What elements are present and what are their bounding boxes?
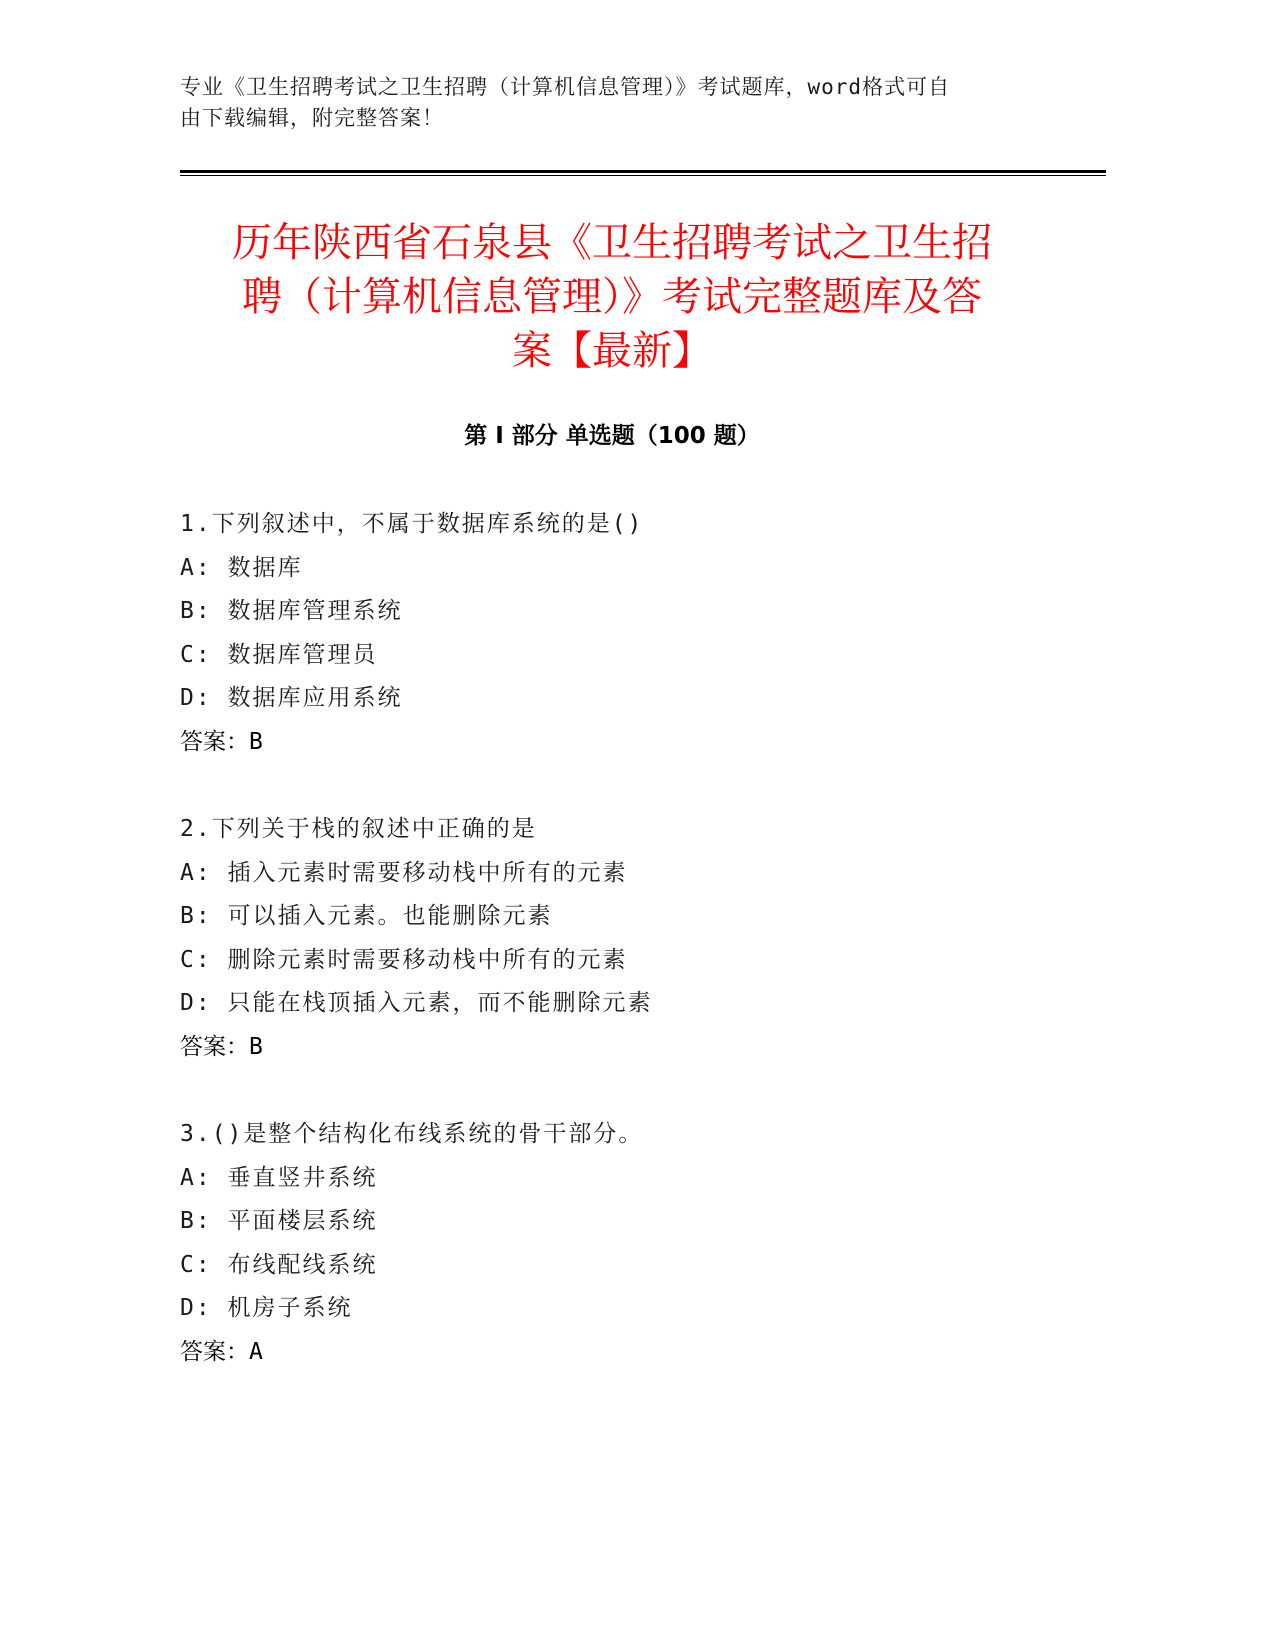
answer-label: 答案：	[180, 728, 249, 755]
document-title-line-3: 案【最新】	[512, 328, 712, 374]
header-divider-thick	[180, 170, 1106, 173]
answer-value: B	[249, 1033, 263, 1060]
header-note	[180, 72, 1060, 134]
option-c: C: 数据库管理员	[180, 641, 378, 668]
answer-value: B	[249, 728, 263, 755]
option-d: D: 只能在栈顶插入元素，而不能删除元素	[180, 990, 653, 1016]
option-a: A: 垂直竖井系统	[180, 1164, 378, 1191]
header-note-line-2: 由下载编辑，附完整答案！	[180, 106, 444, 130]
question-stem: 3.()是整个结构化布线系统的骨干部分。	[180, 1121, 644, 1147]
answer-line	[180, 721, 1080, 765]
option-c: C: 删除元素时需要移动栈中所有的元素	[180, 946, 628, 973]
option-c: C: 布线配线系统	[180, 1251, 378, 1278]
question-stem: 2.下列关于栈的叙述中正确的是	[180, 816, 537, 842]
question-1	[180, 503, 1080, 764]
answer-label: 答案：	[180, 1033, 249, 1060]
answer-line	[180, 1331, 1080, 1375]
document-title-line-2: 聘（计算机信息管理）》考试完整题库及答	[242, 274, 982, 320]
header-divider-thin	[180, 175, 1106, 176]
option-b: B: 平面楼层系统	[180, 1208, 378, 1234]
answer-line	[180, 1026, 1080, 1070]
answer-value: A	[249, 1338, 263, 1365]
question-2	[180, 808, 1080, 1069]
answer-label: 答案：	[180, 1338, 249, 1365]
option-a: A: 数据库	[180, 554, 303, 581]
option-d: D: 数据库应用系统	[180, 685, 403, 711]
question-stem: 1.下列叙述中，不属于数据库系统的是()	[180, 511, 644, 537]
option-b: B: 数据库管理系统	[180, 598, 403, 624]
question-3	[180, 1113, 1080, 1374]
option-b: B: 可以插入元素。也能删除元素	[180, 903, 553, 929]
document-title-line-1: 历年陕西省石泉县《卫生招聘考试之卫生招	[232, 220, 992, 266]
section-heading: 第 I 部分 单选题（100 题）	[464, 423, 760, 449]
option-d: D: 机房子系统	[180, 1295, 353, 1321]
option-a: A: 插入元素时需要移动栈中所有的元素	[180, 859, 628, 886]
document-title	[180, 216, 1044, 378]
header-note-line-1: 专业《卫生招聘考试之卫生招聘（计算机信息管理）》考试题库，word格式可自	[180, 75, 951, 99]
